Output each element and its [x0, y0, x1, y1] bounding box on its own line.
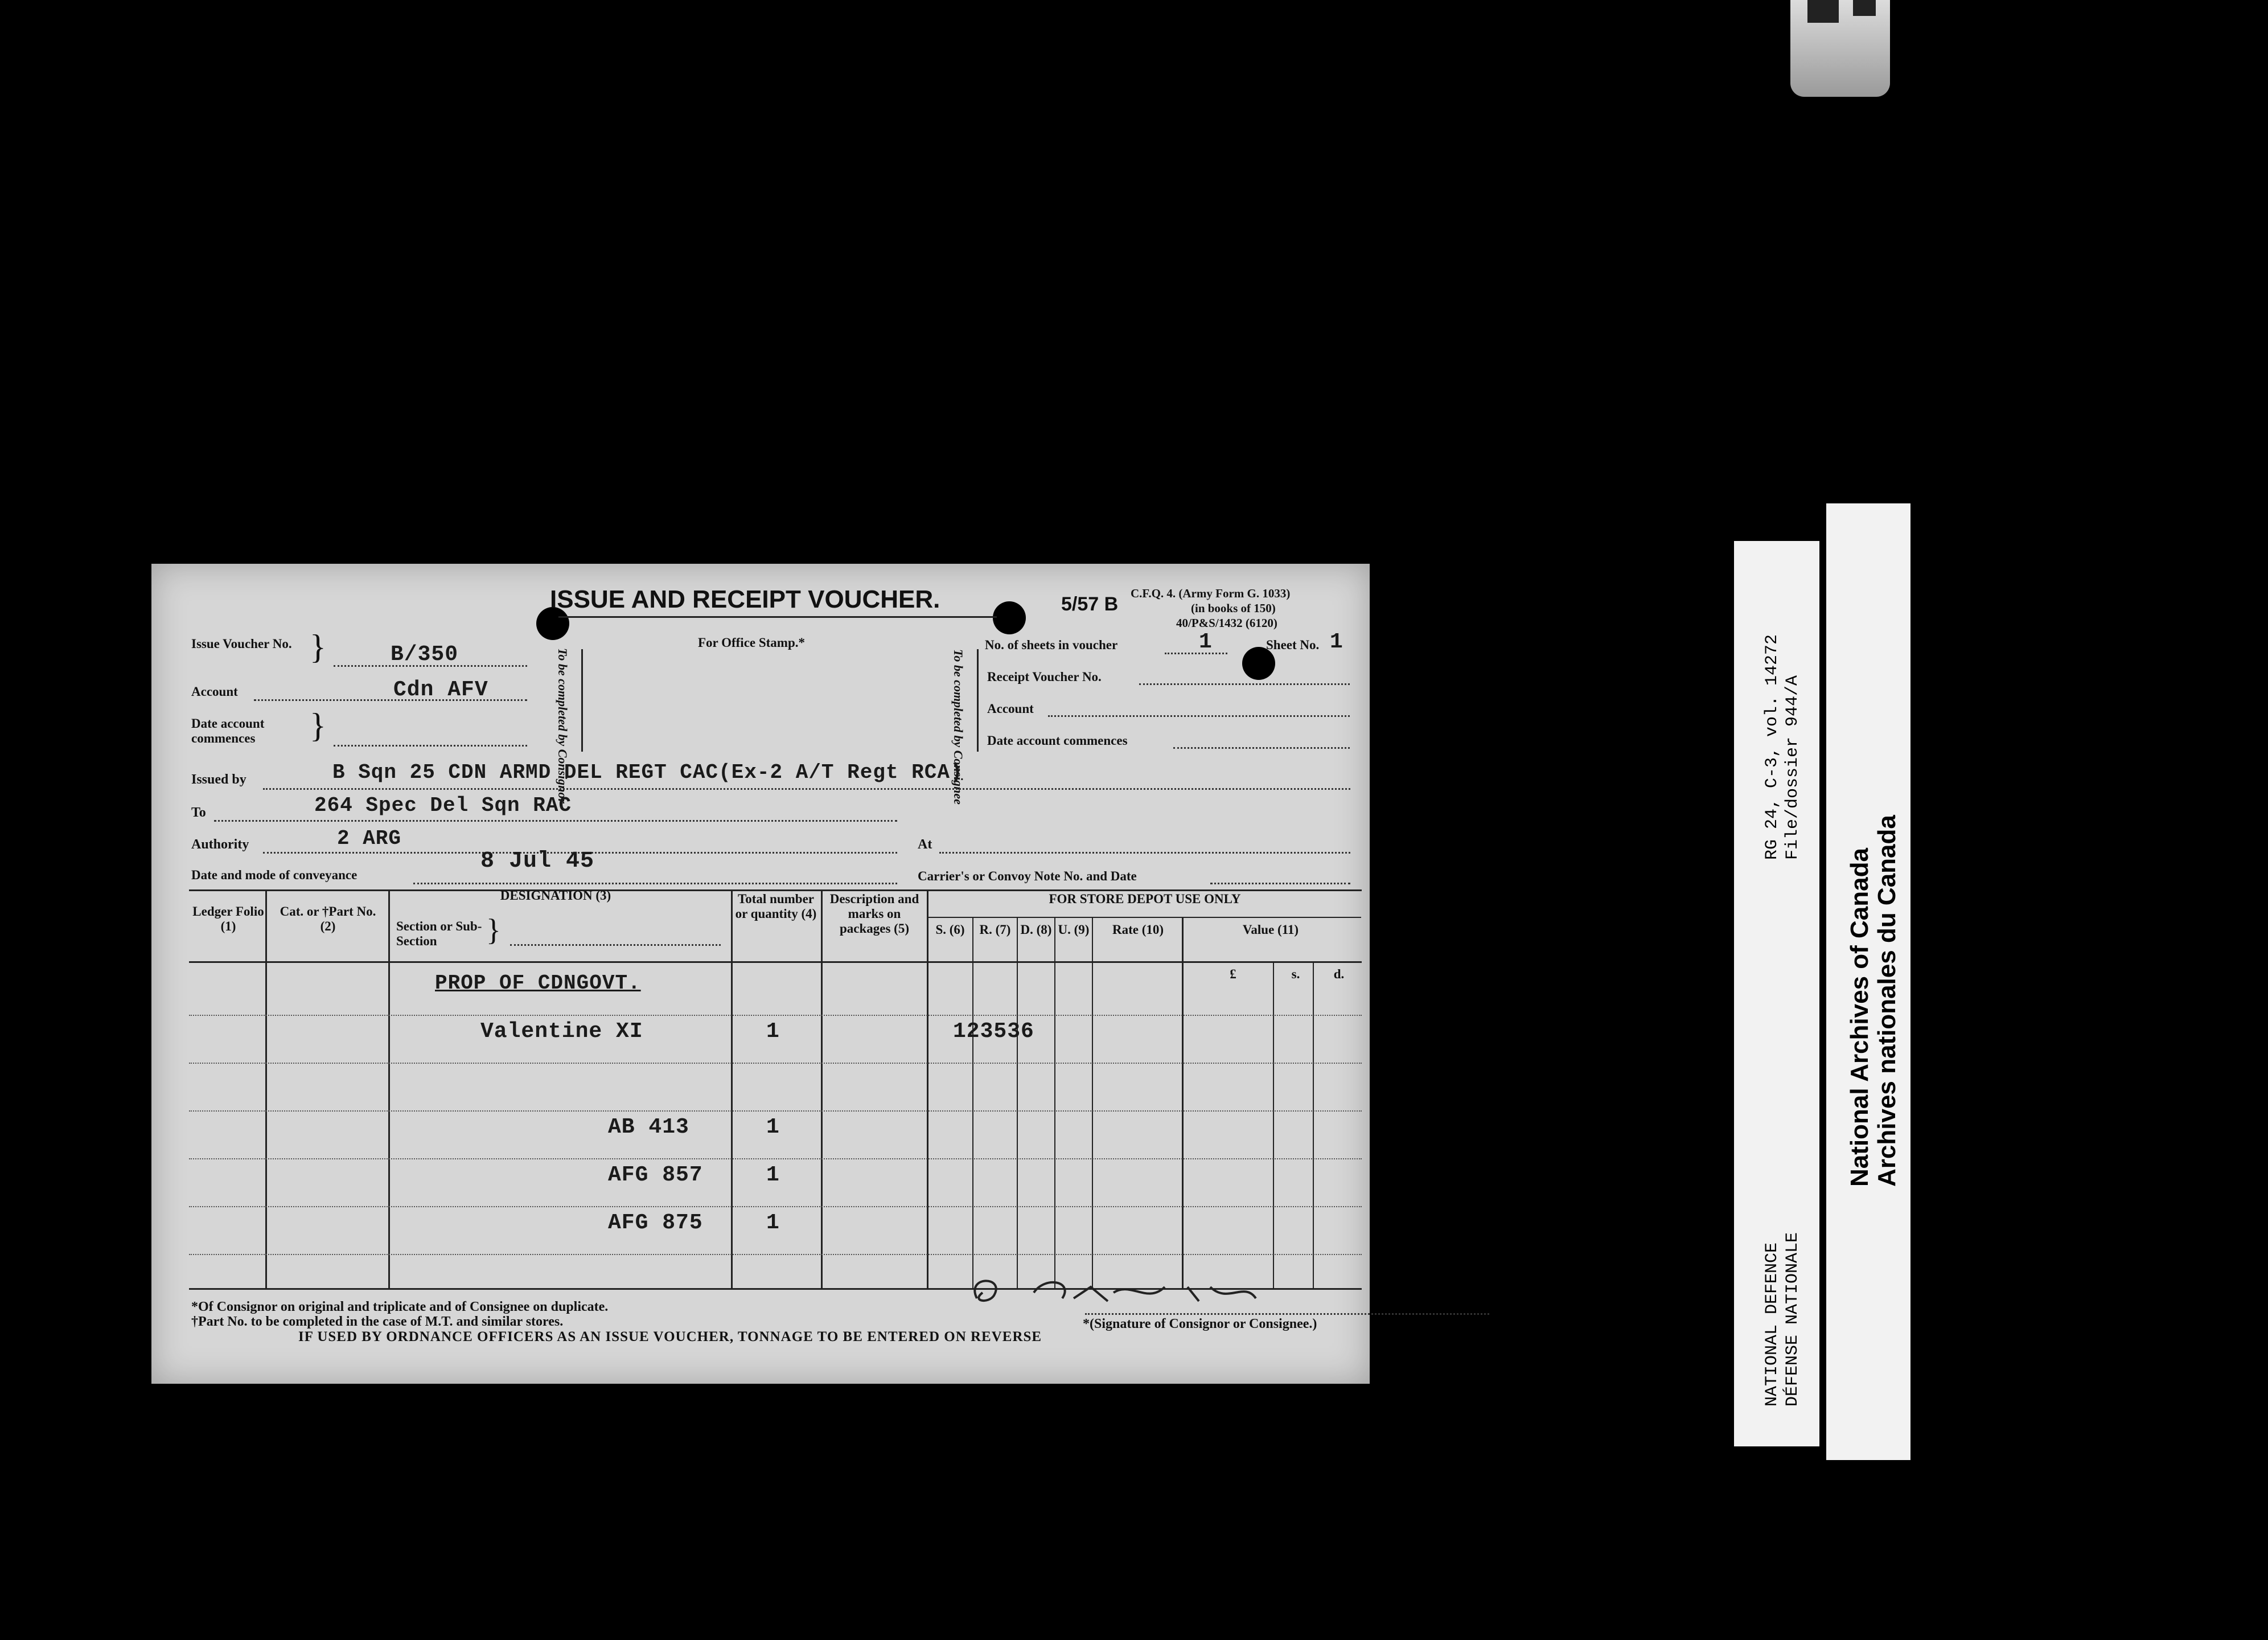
issued-by-label: Issued by: [191, 772, 246, 787]
header-store-depot: FOR STORE DEPOT USE ONLY: [1049, 892, 1241, 906]
sheet-no-label: Sheet No.: [1266, 638, 1320, 652]
archive-ref-line1: RG 24, C-3, vol. 14272: [1762, 634, 1782, 860]
voucher-card: ISSUE AND RECEIPT VOUCHER. 5/57 B C.F.Q. 4. (Army Form G. 1033) (in books of 150) 40/P&S/1432 (6120) For Office Stamp.* Issue Voucher No. } B/350 Account Cdn AFV Date account commences } To be completed by Consignor To be completed by Consignee No. of sheets in voucher 1 Sheet No. 1 Receipt Voucher No. Account Date account commences Issued by B Sqn 25 CDN ARMD DEL REGT CAC(Ex-2 A/T Regt RCA) To 264 Spec Del Sqn RAC Authority 2 ARG At Date and mode of conveyance 8 Jul 45 Carrier's or Convoy Note No. and Date Ledger Folio (1) Cat. or †Part No. (2) DESIGNATION (3) Section or Sub-Section } Total number or quantity (4) Description and marks on packages (5) FOR STORE DEPOT USE ONLY S. (6) R. (7) D. (8) U. (9) Rate (10) Value (11) £ s. d. PROP OF CDNGOVT. Valentine XI 1 123536 AB 413 1 AFG 857 1 AFG 875 1 *Of Consignor on original and triplicate and of Consignee on duplicate. †Part No. to be completed in the case of M.T. and similar stores. IF USED BY ORDNANCE OFFICERS AS AN ISSUE VOUCHER, TONNAGE TO BE ENTERED ON REVERSE *(Signature of Consignor or Consignee.): [151, 564, 1370, 1384]
form-ref: C.F.Q. 4. (Army Form G. 1033): [1131, 587, 1291, 600]
header-designation: DESIGNATION (3): [500, 888, 611, 903]
header-total: Total number or quantity (4): [735, 892, 817, 921]
sheet-no-value: 1: [1330, 630, 1343, 654]
voucher-title: ISSUE AND RECEIPT VOUCHER.: [550, 585, 940, 613]
sheets-value: 1: [1199, 630, 1213, 654]
authority-label: Authority: [191, 837, 249, 852]
archive-reference-label: [1734, 541, 1819, 1446]
row-qty: 1: [766, 1115, 780, 1139]
date-mode-label: Date and mode of conveyance: [191, 868, 358, 882]
row-designation: AFG 857: [608, 1163, 703, 1187]
header-r: R. (7): [979, 922, 1011, 937]
archive-institution-label: [1826, 503, 1910, 1460]
archive-dept-line2: DÉFENSE NATIONALE: [1783, 1232, 1802, 1407]
row-designation: AFG 875: [608, 1211, 703, 1235]
row-designation: AB 413: [608, 1115, 689, 1139]
header-s: S. (6): [935, 922, 965, 937]
row-qty: 1: [766, 1211, 780, 1235]
header-shillings: s.: [1291, 967, 1300, 981]
header-d: D. (8): [1020, 922, 1052, 937]
account-label: Account: [191, 684, 238, 699]
print-ref: 40/P&S/1432 (6120): [1176, 616, 1277, 630]
carrier-note-label: Carrier's or Convoy Note No. and Date: [918, 869, 1137, 883]
form-code: 5/57 B: [1061, 593, 1119, 615]
date-account-label: Date account commences: [191, 716, 265, 745]
header-pence: d.: [1333, 967, 1345, 981]
form-books: (in books of 150): [1191, 601, 1276, 615]
brace: }: [310, 707, 326, 744]
receipt-voucher-label: Receipt Voucher No.: [987, 670, 1102, 684]
consignor-note: To be completed by Consignor: [556, 648, 570, 803]
footnote-consignor: *Of Consignor on original and triplicate and of Consignee on duplicate.: [191, 1299, 609, 1314]
header-value: Value (11): [1242, 922, 1299, 937]
date-account-r-label: Date account commences: [987, 733, 1128, 748]
at-label: At: [918, 837, 932, 852]
sheets-label: No. of sheets in voucher: [985, 638, 1118, 652]
punch-hole: [993, 601, 1026, 634]
header-pounds: £: [1230, 967, 1236, 981]
film-edge-marker: [1790, 0, 1890, 97]
signature-label: *(Signature of Consignor or Consignee.): [1083, 1317, 1317, 1331]
archive-name-en: National Archives of Canada: [1846, 848, 1873, 1187]
to-label: To: [191, 805, 206, 820]
footnote-part-no: †Part No. to be completed in the case of M.T. and similar stores.: [191, 1314, 564, 1329]
header-ledger: Ledger Folio (1): [192, 904, 264, 933]
office-stamp-label: For Office Stamp.*: [698, 636, 806, 650]
account-value: Cdn AFV: [393, 678, 488, 702]
archive-dept-line1: NATIONAL DEFENCE: [1762, 1242, 1782, 1407]
row-qty: 1: [766, 1163, 780, 1187]
header-section: Section or Sub-Section: [396, 919, 482, 948]
signature-mark: [960, 1270, 1279, 1315]
header-cat: Cat. or †Part No. (2): [280, 904, 376, 933]
issue-voucher-value: B/350: [391, 642, 459, 667]
header-description: Description and marks on packages (5): [829, 892, 919, 936]
footnote-ordnance: IF USED BY ORDNANCE OFFICERS AS AN ISSUE VOUCHER, TONNAGE TO BE ENTERED ON REVERSE: [298, 1329, 1042, 1344]
consignee-note: To be completed by Consignee: [951, 649, 965, 805]
brace: }: [310, 628, 326, 666]
date-mode-value: 8 Jul 45: [480, 848, 595, 874]
issue-voucher-label: Issue Voucher No.: [191, 637, 292, 651]
row-qty: 1: [766, 1019, 780, 1044]
row-designation: Valentine XI: [480, 1019, 643, 1044]
row-serial: 123536: [953, 1019, 1034, 1044]
authority-value: 2 ARG: [337, 827, 402, 850]
row-designation: PROP OF CDNGOVT.: [435, 971, 641, 995]
header-u: U. (9): [1058, 922, 1090, 937]
archive-ref-line2: File/dossier 944/A: [1783, 675, 1802, 860]
account-r-label: Account: [987, 702, 1034, 716]
archive-name-fr: Archives nationales du Canada: [1873, 815, 1901, 1187]
issued-by-value: B Sqn 25 CDN ARMD DEL REGT CAC(Ex-2 A/T Regt RCA): [332, 761, 963, 784]
to-value: 264 Spec Del Sqn RAC: [314, 794, 572, 817]
header-rate: Rate (10): [1112, 922, 1164, 937]
